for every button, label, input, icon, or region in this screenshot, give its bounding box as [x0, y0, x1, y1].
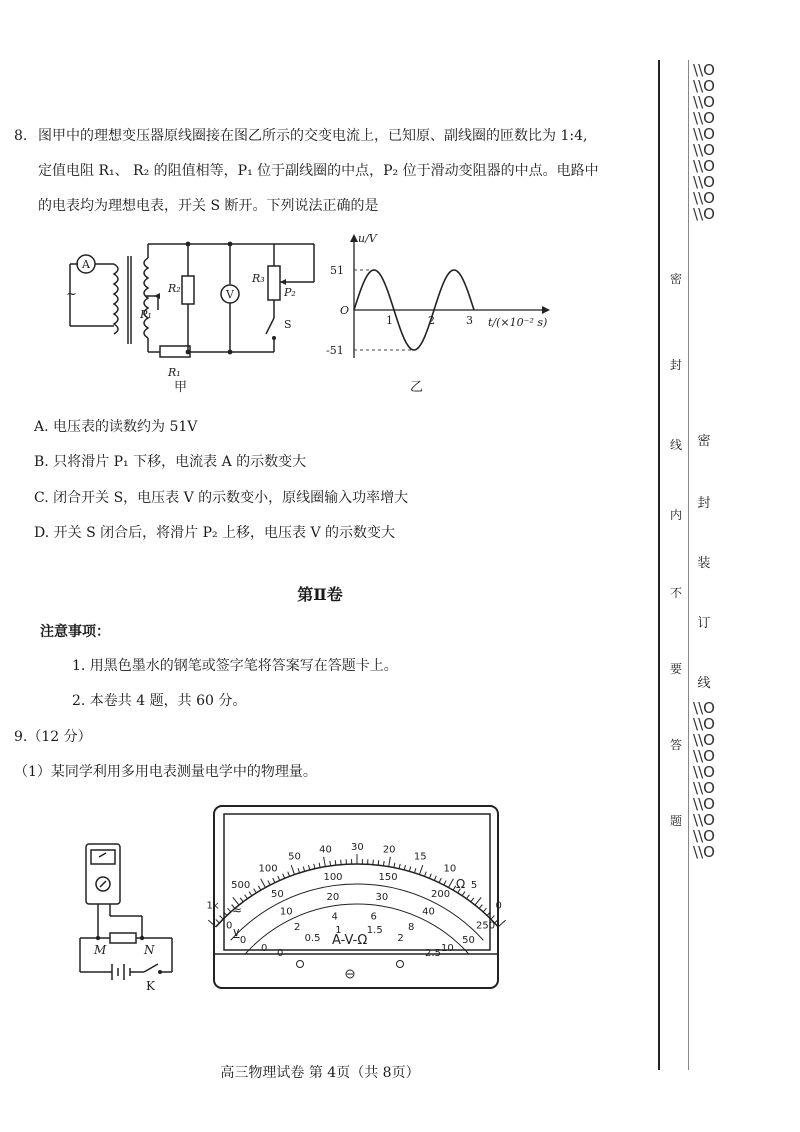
seal-char-3: 线 — [669, 438, 682, 452]
omega-symbol: Ω — [456, 877, 466, 891]
ammeter-label: A — [82, 258, 90, 271]
dc-label-2: 100 — [323, 872, 343, 884]
dc-label-3: 150 — [378, 872, 398, 884]
caption-yi: 乙 — [410, 380, 424, 395]
dial-tick — [378, 860, 379, 865]
ohm-label-6: 20 — [382, 844, 396, 856]
center-label: A-V-Ω — [332, 933, 368, 948]
dc2-label-3: 30 — [375, 891, 389, 903]
seal-char-1: 密 — [669, 272, 682, 286]
ac-low-label-1: 0.5 — [304, 932, 321, 944]
q8-line1: 图甲中的理想变压器原线圈接在图乙所示的交变电流上，已知原、副线圈的匝数比为 1:4, — [38, 128, 588, 144]
binding-line — [658, 60, 660, 1070]
ohm-label-5: 30 — [351, 842, 364, 853]
dc2-label-0: 0 — [239, 934, 247, 946]
seal-char-2: 封 — [669, 358, 682, 372]
notice-item-2: 2. 本卷共 4 题，共 60 分。 — [72, 693, 247, 709]
dc2-label-1: 10 — [279, 906, 293, 918]
dc-symbol: ⊻ — [232, 927, 241, 941]
x-tick-3: 3 — [466, 314, 473, 327]
dc-label-0: 0 — [225, 920, 233, 932]
seal-mid-1: 密 — [697, 434, 711, 449]
q9-number: 9.（12 分） — [14, 729, 92, 745]
seal-mid-3: 装 — [697, 556, 711, 571]
dc-label-5: 250 — [476, 920, 496, 932]
ohm-label-4: 40 — [319, 844, 332, 856]
ac-low-label-2: 1 — [335, 924, 342, 936]
binding-line-inner — [688, 60, 689, 1070]
notice-item-1: 1. 用黑色墨水的钢笔或签字笔将答案写在答题卡上。 — [72, 658, 398, 674]
q8-line3: 的电表均为理想电表，开关 S 断开。下列说法正确的是 — [38, 198, 379, 214]
ohm-label-3: 50 — [288, 851, 301, 863]
x-tick-2: 2 — [428, 314, 435, 327]
dc-label-4: 200 — [431, 888, 451, 900]
ac-label-0: 0 — [261, 942, 268, 954]
ac-wave-symbol: ≈ — [232, 903, 243, 917]
y-tick-neg51: -51 — [326, 344, 344, 357]
seal-char-8: 题 — [669, 814, 682, 828]
r3-label: R₃ — [252, 272, 265, 285]
notice-title: 注意事项： — [40, 624, 110, 640]
seal-mid-4: 订 — [697, 616, 711, 631]
label-k: K — [146, 979, 155, 993]
seal-mid-2: 封 — [697, 496, 711, 511]
switch-label: S — [284, 318, 292, 331]
y-axis-label: u/V — [358, 232, 377, 245]
dc-label-1: 50 — [270, 888, 284, 900]
ohm-label-1: 500 — [231, 880, 251, 892]
ohm-label-10: 0 — [495, 900, 502, 912]
ohm-label-8: 10 — [443, 863, 457, 875]
seal-circles-top: \\O\\O\\O\\O\\O\\O\\O\\O\\O\\O — [693, 61, 715, 223]
dial-tick — [335, 860, 336, 865]
origin-label: O — [340, 304, 350, 317]
voltmeter-label: V — [226, 288, 234, 301]
ac-low-label-3: 1.5 — [366, 924, 383, 936]
dc2-label-4: 40 — [422, 906, 435, 918]
x-tick-1: 1 — [386, 314, 393, 327]
sine-wave-graph — [326, 230, 556, 370]
q9-part1: （1）某同学利用多用电表测量电学中的物理量。 — [14, 764, 317, 780]
seal-char-6: 要 — [669, 662, 682, 676]
p1-label: P₁ — [140, 308, 152, 321]
q8-line2: 定值电阻 R₁、 R₂ 的阻值相等，P₁ 位于副线圈的中点，P₂ 位于滑动变阻器的中点。电路中 — [38, 163, 599, 179]
ohm-label-0: 1k — [206, 900, 219, 912]
ac-label-3: 6 — [370, 911, 377, 923]
seal-circles-bottom: \\O\\O\\O\\O\\O\\O\\O\\O\\O\\O — [693, 699, 715, 861]
ac-low-label-5: 2.5 — [425, 948, 441, 960]
y-tick-51: 51 — [330, 264, 344, 277]
ac-symbol: ~ — [66, 287, 77, 302]
label-n: N — [144, 943, 155, 957]
ac-label-1: 2 — [294, 922, 301, 934]
ohm-label-9: 5 — [470, 880, 478, 892]
seal-char-4: 内 — [669, 508, 682, 522]
label-m: M — [94, 943, 107, 957]
x-axis-label: t/(×10⁻² s) — [488, 316, 548, 329]
dial-tick — [383, 861, 384, 866]
seal-char-7: 答 — [669, 738, 682, 752]
ac-low-label-0: 0 — [276, 948, 284, 960]
caption-jia: 甲 — [174, 380, 188, 395]
option-a: A. 电压表的读数约为 51V — [34, 419, 198, 435]
circuit-diagram-jia — [56, 236, 326, 396]
dc2-label-2: 20 — [326, 891, 340, 903]
option-d: D. 开关 S 闭合后，将滑片 P₂ 上移，电压表 V 的示数变大 — [34, 525, 396, 541]
section-title: 第Ⅱ卷 — [297, 585, 343, 604]
dial-tick — [330, 861, 331, 866]
seal-mid-5: 线 — [697, 676, 711, 691]
dial-tick — [498, 920, 505, 927]
page-footer: 高三物理试卷 第 4页（共 8页） — [220, 1065, 420, 1081]
r2-label: R₂ — [168, 282, 181, 295]
multimeter-dial — [206, 804, 502, 992]
r1-label: R₁ — [168, 366, 181, 379]
option-c: C. 闭合开关 S，电压表 V 的示数变小，原线圈输入功率增大 — [34, 490, 409, 506]
option-b: B. 只将滑片 P₁ 下移，电流表 A 的示数变大 — [34, 454, 307, 470]
dc2-label-5: 50 — [462, 934, 475, 946]
ac-label-5: 10 — [440, 942, 454, 954]
ohm-label-2: 100 — [258, 863, 278, 875]
q8-number: 8. — [14, 128, 28, 144]
seal-char-5: 不 — [669, 586, 682, 600]
ac-label-4: 8 — [407, 922, 415, 934]
ac-low-label-4: 2 — [397, 932, 404, 944]
multimeter-circuit — [72, 840, 192, 1000]
ohm-label-7: 15 — [413, 851, 427, 863]
ac-label-2: 4 — [331, 911, 338, 923]
p2-label: P₂ — [284, 286, 296, 299]
